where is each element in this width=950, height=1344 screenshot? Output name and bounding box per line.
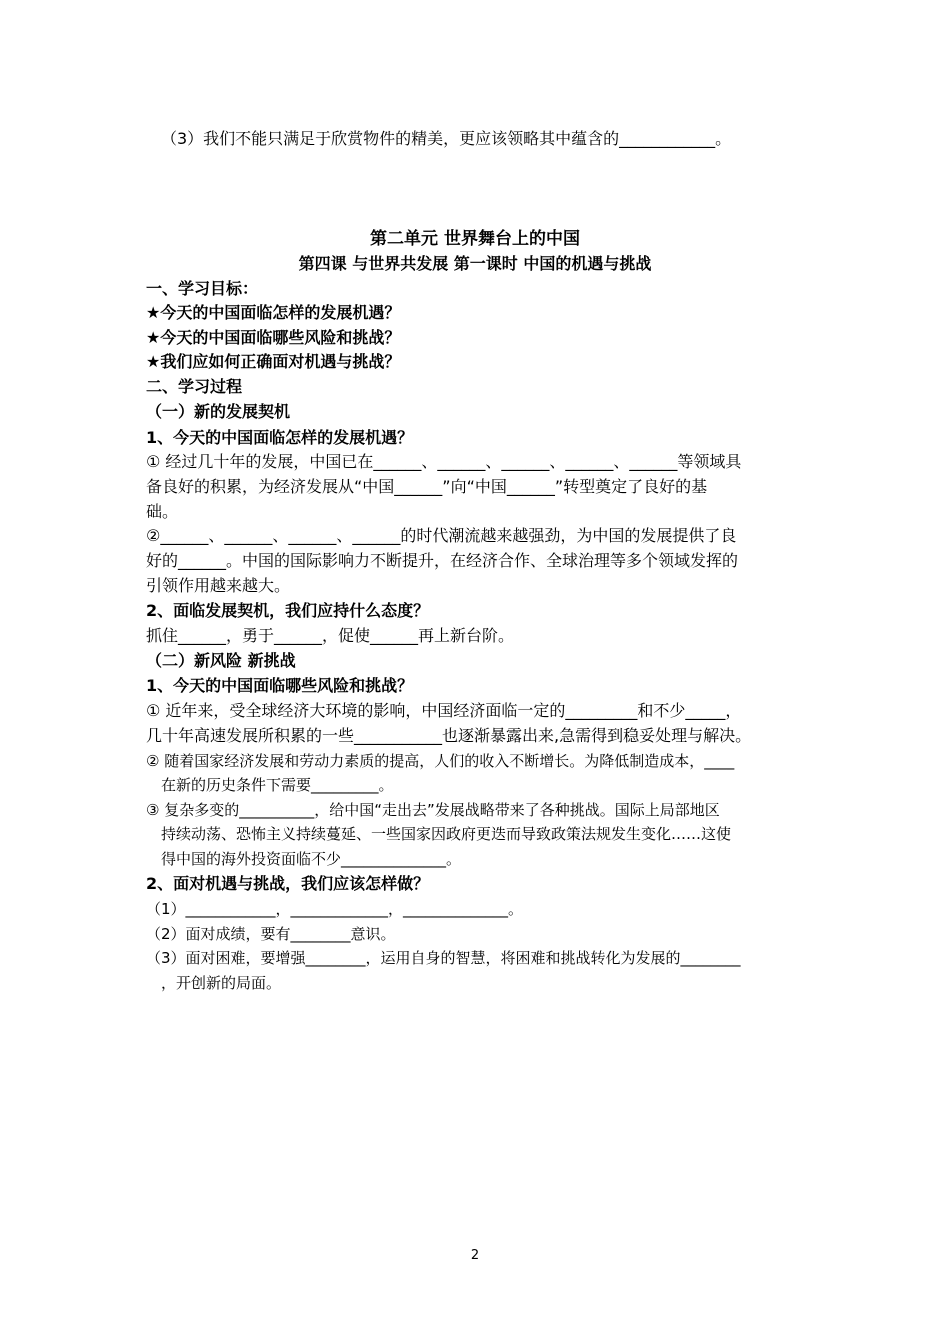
- lesson-title: 第四课 与世界共发展 第一课时 中国的机遇与挑战: [298, 254, 652, 273]
- goal-item: ★今天的中国面临怎样的发展机遇？: [146, 303, 401, 322]
- unit-title: 第二单元 世界舞台上的中国: [370, 229, 580, 249]
- goals-heading: 一、学习目标：: [146, 279, 259, 298]
- section1-heading: （一）新的发展契机: [146, 402, 291, 421]
- section1-paragraph1-line: ① 经过几十年的发展，中国已在______、______、______、______、______等领域具: [146, 452, 742, 471]
- section1-question2: 2、面临发展契机，我们应持什么态度？: [146, 601, 430, 620]
- section2-question2: 2、面对机遇与挑战，我们应该怎样做？: [146, 874, 430, 893]
- section2-answer2: （2）面对成绩，要有________意识。: [146, 925, 396, 943]
- section2-paragraph1-line: ① 近年来，受全球经济大环境的影响，中国经济面临一定的_________和不少_____，: [146, 701, 742, 720]
- section1-paragraph1-line: 备良好的积累，为经济发展从“中国______”向“中国______”转型奠定了良好的基: [146, 477, 708, 496]
- section2-answer3-line: ，开创新的局面。: [161, 974, 282, 992]
- section1-paragraph2-line: 引领作用越来越大。: [146, 576, 291, 595]
- page-number: 2: [470, 1248, 480, 1263]
- section1-paragraph2-line: 好的______。中国的国际影响力不断提升，在经济合作、全球治理等多个领域发挥的: [146, 551, 739, 570]
- goal-item: ★今天的中国面临哪些风险和挑战？: [146, 328, 401, 347]
- section2-paragraph3-line: 得中国的海外投资面临不少______________。: [161, 850, 462, 868]
- process-heading: 二、学习过程: [146, 377, 243, 396]
- section1-paragraph2-line: ②______、______、______、______的时代潮流越来越强劲，为中国的发展提供了良: [146, 526, 737, 545]
- section2-question1: 1、今天的中国面临哪些风险和挑战？: [146, 676, 414, 695]
- section2-paragraph2-line: ② 随着国家经济发展和劳动力素质的提高，人们的收入不断增长。为降低制造成本，____: [146, 752, 735, 770]
- section2-paragraph2-line: 在新的历史条件下需要_________。: [161, 776, 394, 794]
- previous-page-item-3: （3）我们不能只满足于欣赏物件的精美，更应该领略其中蕴含的____________。: [161, 129, 732, 148]
- section2-heading: （二）新风险 新挑战: [146, 651, 296, 670]
- section2-answer3-line: （3）面对困难，要增强________，运用自身的智慧，将困难和挑战转化为发展的________: [146, 949, 741, 967]
- section1-answer2: 抓住______，勇于______，促使______再上新台阶。: [146, 626, 515, 645]
- section1-question1: 1、今天的中国面临怎样的发展机遇？: [146, 428, 414, 447]
- section2-paragraph3-line: 持续动荡、恐怖主义持续蔓延、一些国家因政府更迭而导致政策法规发生变化……这使: [161, 825, 732, 843]
- section2-answer1: （1）____________，_____________，______________。: [146, 900, 524, 918]
- section2-paragraph3-line: ③ 复杂多变的__________，给中国“走出去”发展战略带来了各种挑战。国际上局部地区: [146, 801, 720, 819]
- section1-paragraph1-line: 础。: [146, 502, 179, 521]
- section2-paragraph1-line: 几十年高速发展所积累的一些___________也逐渐暴露出来,急需得到稳妥处理与解决。: [146, 726, 752, 745]
- goal-item: ★我们应如何正确面对机遇与挑战？: [146, 352, 401, 371]
